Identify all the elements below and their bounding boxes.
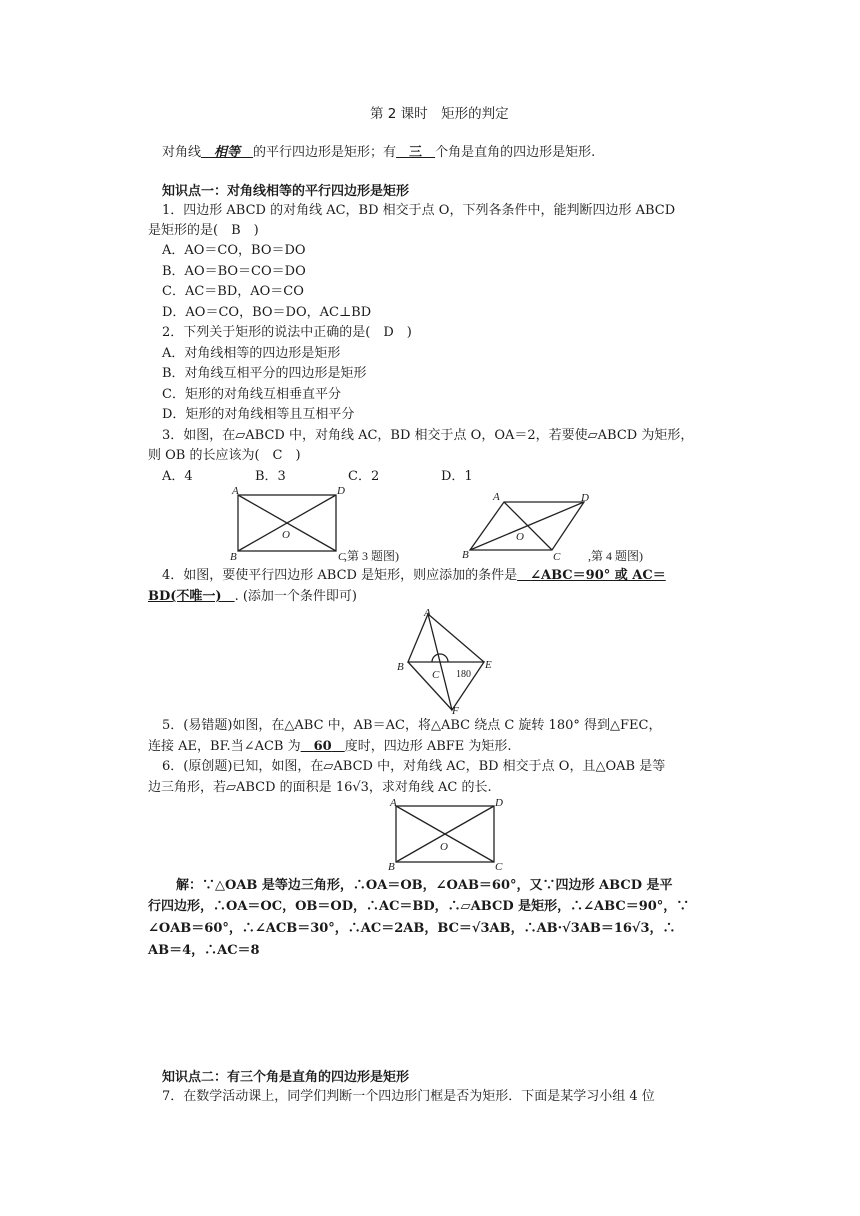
solution-line1: 解：∵△OAB 是等边三角形，∴OA＝OB，∠OAB＝60°，又∵四边形 ABCD 是平 <box>176 878 673 893</box>
q2-option-d: D．矩形的对角线相等且互相平分 <box>162 407 355 422</box>
figure-q3-rectangle <box>226 484 426 564</box>
q4-answer-part2: BD(不唯一) <box>148 589 222 604</box>
figure-caption-4: ,第 4 题图) <box>588 549 643 563</box>
label-a: A <box>390 797 397 809</box>
q3-stem-line1: 3．如图，在▱ABCD 中，对角线 AC，BD 相交于点 O，OA＝2，若要使▱ABCD 为矩形， <box>162 428 694 443</box>
label-o: O <box>516 531 524 543</box>
q1-stem-line1: 1．四边形 ABCD 的对角线 AC，BD 相交于点 O，下列各条件中，能判断四边形 ABCD <box>162 203 676 218</box>
figure-q5-rotation <box>390 604 500 716</box>
label-b: B <box>388 861 395 872</box>
page-title: 第 2 课时 矩形的判定 <box>370 106 509 122</box>
figure-caption-3: ,第 3 题图) <box>344 549 399 563</box>
intro-answer-1: 相等 <box>214 145 241 160</box>
section-heading-1: 知识点一：对角线相等的平行四边形是矩形 <box>162 184 410 199</box>
q4-line2 <box>148 587 357 607</box>
q1-option-b: B．AO＝BO＝CO＝DO <box>162 264 306 279</box>
label-a: A <box>493 491 500 503</box>
q5-line2 <box>148 737 512 757</box>
q7-line1: 7．在数学活动课上，同学们判断一个四边形门框是否为矩形．下面是某学习小组 4 位 <box>162 1089 655 1104</box>
intro-line <box>162 143 595 163</box>
q1-option-a: A．AO＝CO，BO＝DO <box>162 243 306 258</box>
figure-q6-rectangle <box>382 796 512 872</box>
q2-option-c: C．矩形的对角线互相垂直平分 <box>162 387 341 402</box>
label-b: B <box>462 549 469 561</box>
q2-option-a: A．对角线相等的四边形是矩形 <box>162 346 341 361</box>
label-e: E <box>485 659 492 671</box>
label-c: C <box>495 861 503 872</box>
label-a: A <box>232 485 239 497</box>
section-heading-2: 知识点二：有三个角是直角的四边形是矩形 <box>162 1070 410 1085</box>
q1-option-d: D．AO＝CO，BO＝DO，AC⊥BD <box>162 305 372 320</box>
q4-text-1: 4．如图，要使平行四边形 ABCD 是矩形，则应添加的条件是 <box>162 568 518 583</box>
label-f: F <box>452 705 459 716</box>
figure-q4-parallelogram <box>456 484 666 564</box>
q5-text-1: 连接 AE，BF.当∠ACB 为 <box>148 739 301 754</box>
solution-line2: 行四边形，∴OA＝OC，OB＝OD，∴AC＝BD，∴▱ABCD 是矩形，∴∠ABC＝90°，∵ <box>148 899 690 914</box>
label-d: D <box>337 485 345 497</box>
q3-option-b: B．3 <box>255 469 286 484</box>
solution-line3: ∠OAB＝60°，∴∠ACB＝30°，∴AC＝2AB，BC＝√3AB，∴AB·√3AB＝16√3，∴ <box>148 921 676 936</box>
q3-option-c: C．2 <box>348 469 380 484</box>
label-b: B <box>397 661 404 673</box>
solution-line4: AB＝4，∴AC＝8 <box>148 943 260 958</box>
q4-line1 <box>162 566 666 586</box>
label-o: O <box>282 529 290 541</box>
q6-line2: 边三角形，若▱ABCD 的面积是 16√3，求对角线 AC 的长. <box>148 780 492 795</box>
q1-option-c: C．AC＝BD，AO＝CO <box>162 284 304 299</box>
q5-answer: 60 <box>313 739 332 754</box>
q4-text-2: . (添加一个条件即可) <box>234 589 357 604</box>
label-b: B <box>230 551 237 563</box>
q3-stem-line2: 则 OB 的长应该为( C ) <box>148 448 301 463</box>
q5-line1: 5．(易错题)如图，在△ABC 中，AB＝AC，将△ABC 绕点 C 旋转 180° 得到△FEC， <box>162 718 662 733</box>
q6-line1: 6．(原创题)已知，如图，在▱ABCD 中，对角线 AC，BD 相交于点 O，且△OAB 是等 <box>162 759 666 774</box>
intro-text-2: 的平行四边形是矩形；有 <box>253 145 397 160</box>
q5-text-2: 度时，四边形 ABFE 为矩形. <box>344 739 512 754</box>
label-c: C <box>553 551 561 563</box>
label-c: C <box>338 551 346 563</box>
label-d: D <box>581 492 589 504</box>
q1-stem-line2: 是矩形的是( B ) <box>148 223 259 238</box>
label-c: C <box>432 669 440 681</box>
q4-answer-part1: ∠ABC＝90° 或 AC＝ <box>530 568 666 583</box>
label-o: O <box>440 841 448 853</box>
q3-option-d: D．1 <box>441 469 473 484</box>
intro-text-3: 个角是直角的四边形是矩形. <box>435 145 596 160</box>
label-a: A <box>424 607 431 619</box>
intro-text-1: 对角线 <box>162 145 202 160</box>
angle-label-180: 180 <box>456 669 471 680</box>
q2-option-b: B．对角线互相平分的四边形是矩形 <box>162 366 367 381</box>
q3-option-a: A．4 <box>162 469 193 484</box>
intro-answer-2: 三 <box>409 145 423 160</box>
q2-stem: 2．下列关于矩形的说法中正确的是( D ) <box>162 325 412 340</box>
label-d: D <box>495 797 503 809</box>
